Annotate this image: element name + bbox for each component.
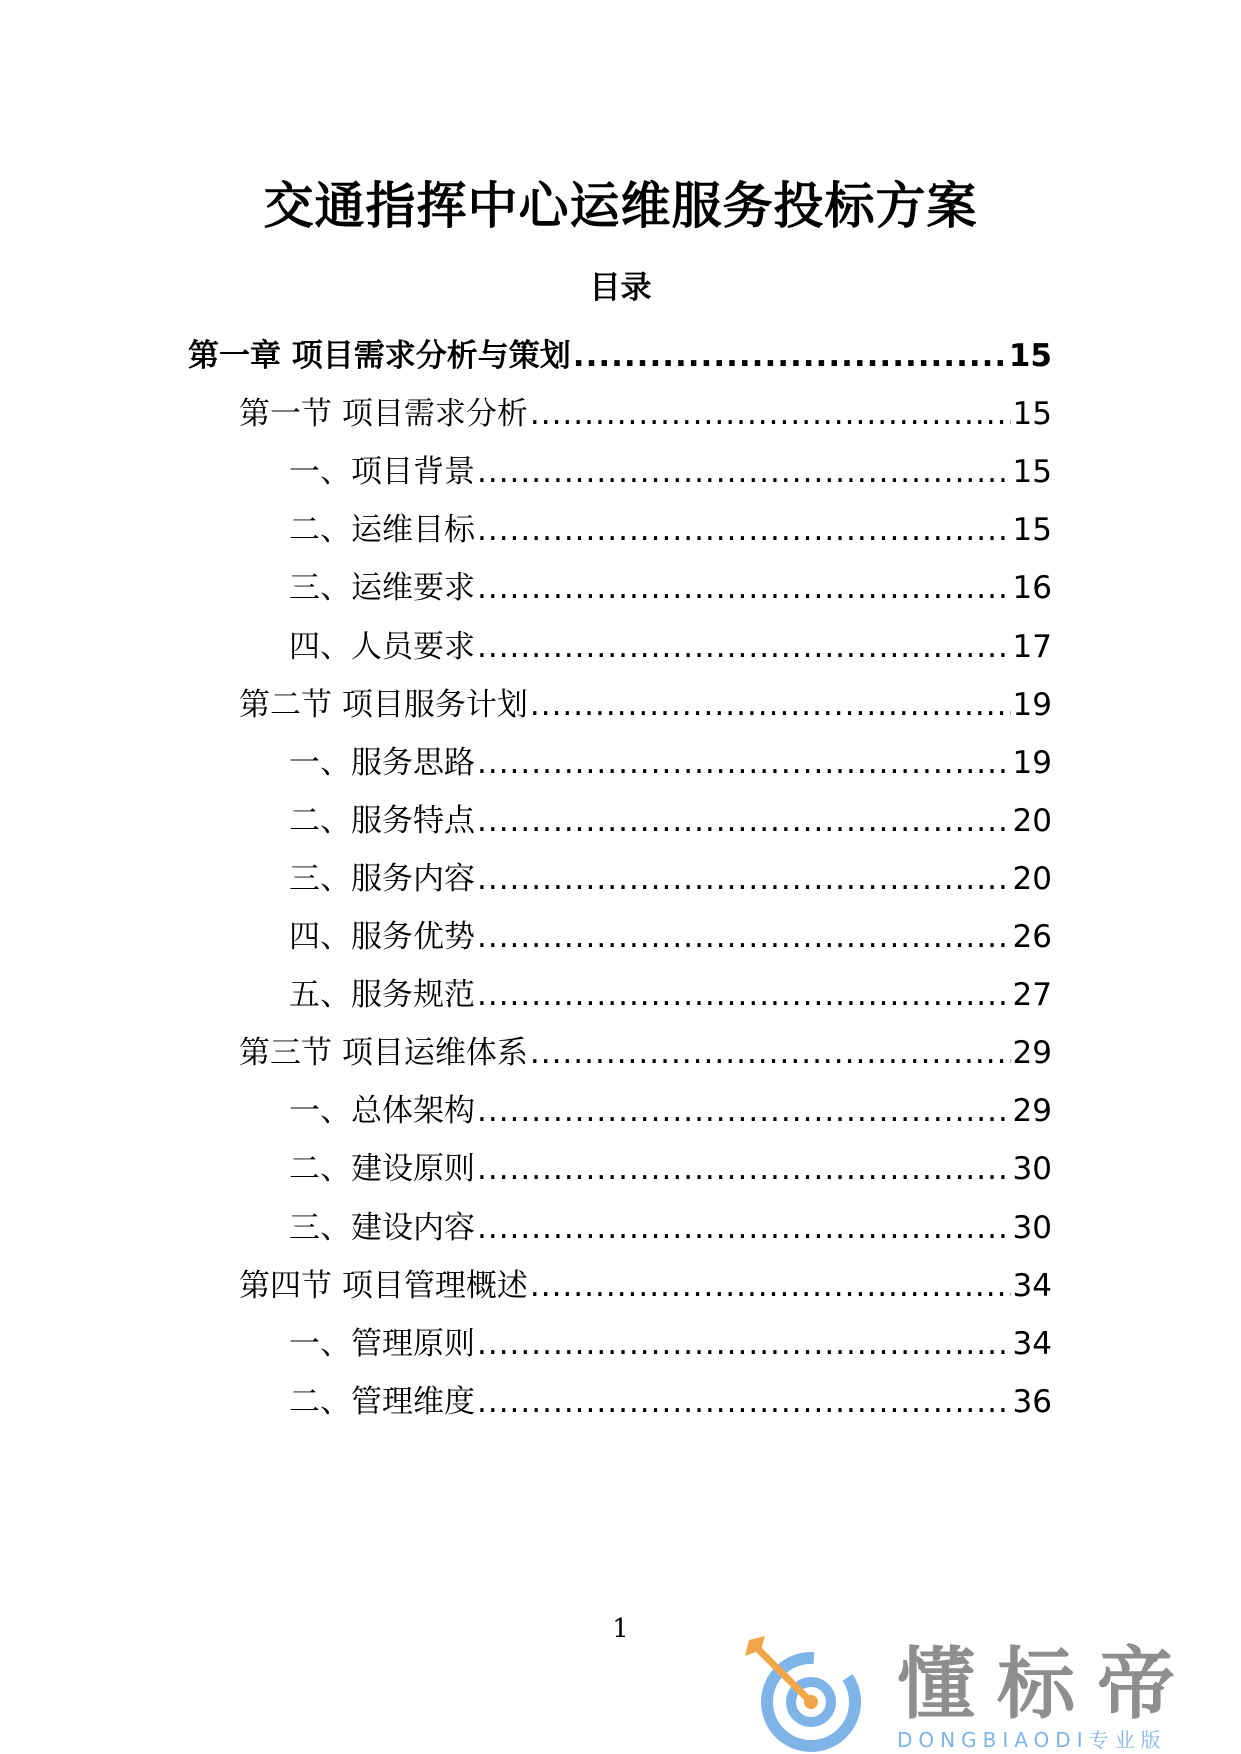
page-number: 1 xyxy=(612,1614,629,1644)
toc-entry-page: 26 xyxy=(1012,919,1052,955)
toc-entry[interactable] xyxy=(289,448,1052,496)
toc-dot-leader xyxy=(477,448,1011,496)
toc-entry-title: 一、总体架构 xyxy=(289,1093,475,1130)
toc-dot-leader xyxy=(477,506,1011,554)
toc-entry-title: 二、运维目标 xyxy=(289,512,475,549)
toc-entry-title: 四、服务优势 xyxy=(289,919,475,955)
target-arrow-icon xyxy=(745,1636,865,1754)
toc-dot-leader xyxy=(477,739,1011,787)
toc-entry-title: 五、服务规范 xyxy=(289,977,475,1014)
toc-entry-title: 第一节 项目需求分析 xyxy=(239,396,528,433)
toc-heading: 目录 xyxy=(589,270,652,306)
toc-entry-title: 二、服务特点 xyxy=(289,802,475,839)
toc-entry[interactable] xyxy=(239,1029,1052,1077)
toc-entry-title: 二、建设原则 xyxy=(289,1151,475,1188)
toc-entry[interactable] xyxy=(239,390,1052,438)
toc-dot-leader xyxy=(530,1262,1011,1310)
toc-entry-page: 15 xyxy=(1012,512,1052,549)
watermark-name: 懂标帝 xyxy=(897,1640,1198,1730)
toc-entry-page: 20 xyxy=(1012,802,1052,839)
toc-entry-page: 30 xyxy=(1012,1151,1052,1188)
toc-entry-title: 三、运维要求 xyxy=(289,570,475,607)
toc-dot-leader xyxy=(477,971,1011,1019)
toc-entry[interactable] xyxy=(289,1378,1052,1426)
toc-entry[interactable] xyxy=(289,1087,1052,1135)
toc-dot-leader xyxy=(477,797,1011,845)
toc-dot-leader xyxy=(573,332,1007,380)
toc-dot-leader xyxy=(477,1087,1011,1135)
toc-entry[interactable] xyxy=(289,913,1052,961)
toc-entry-title: 二、管理维度 xyxy=(289,1383,475,1420)
toc-entry[interactable] xyxy=(239,681,1052,729)
toc-entry-page: 20 xyxy=(1012,860,1052,897)
toc-entry-page: 16 xyxy=(1012,570,1052,607)
toc-dot-leader xyxy=(477,1204,1011,1252)
toc-entry-page: 36 xyxy=(1012,1383,1052,1420)
toc-entry[interactable] xyxy=(188,332,1052,380)
toc-entry[interactable] xyxy=(289,855,1052,903)
toc-entry[interactable] xyxy=(289,1145,1052,1193)
toc-entry-title: 一、服务思路 xyxy=(289,744,475,781)
toc-entry-page: 30 xyxy=(1012,1209,1052,1246)
toc-entry-page: 29 xyxy=(1012,1093,1052,1130)
watermark-subtitle: DONGBIAODI专业版 xyxy=(897,1728,1167,1752)
toc-entry[interactable] xyxy=(289,797,1052,845)
toc-entry-title: 三、服务内容 xyxy=(289,860,475,897)
toc-entry-title: 第三节 项目运维体系 xyxy=(239,1035,528,1072)
document-title: 交通指挥中心运维服务投标方案 xyxy=(263,177,978,235)
toc-entry-title: 第一章 项目需求分析与策划 xyxy=(188,338,571,374)
toc-entry[interactable] xyxy=(239,1262,1052,1310)
toc-entry-title: 第二节 项目服务计划 xyxy=(239,686,528,723)
toc-entry[interactable] xyxy=(289,971,1052,1019)
toc-entry-page: 15 xyxy=(1012,454,1052,491)
toc-entry-page: 29 xyxy=(1012,1035,1052,1072)
toc-entry-page: 15 xyxy=(1008,338,1052,374)
toc-entry-title: 一、管理原则 xyxy=(289,1325,475,1362)
toc-entry-page: 19 xyxy=(1012,686,1052,723)
toc-entry[interactable] xyxy=(289,1204,1052,1252)
watermark xyxy=(745,1636,1215,1754)
toc-entry-page: 27 xyxy=(1012,977,1052,1014)
toc-entry-title: 四、人员要求 xyxy=(289,628,475,665)
toc-dot-leader xyxy=(477,1378,1011,1426)
toc-entry-title: 一、项目背景 xyxy=(289,454,475,491)
toc-dot-leader xyxy=(477,623,1011,671)
toc-entry-page: 34 xyxy=(1012,1325,1052,1362)
toc-dot-leader xyxy=(477,913,1011,961)
toc-dot-leader xyxy=(477,564,1011,612)
toc-dot-leader xyxy=(530,681,1011,729)
toc-entry[interactable] xyxy=(289,506,1052,554)
toc-entry-page: 17 xyxy=(1012,628,1052,665)
toc-entry[interactable] xyxy=(289,739,1052,787)
toc-entry-page: 19 xyxy=(1012,744,1052,781)
toc-dot-leader xyxy=(477,1145,1011,1193)
toc-entry-title: 第四节 项目管理概述 xyxy=(239,1267,528,1304)
toc-entry-title: 三、建设内容 xyxy=(289,1209,475,1246)
toc-dot-leader xyxy=(530,390,1011,438)
toc-entry[interactable] xyxy=(289,1320,1052,1368)
toc-entry-page: 34 xyxy=(1012,1267,1052,1304)
toc-entry[interactable] xyxy=(289,564,1052,612)
toc-entry[interactable] xyxy=(289,623,1052,671)
toc-entry-page: 15 xyxy=(1012,396,1052,433)
toc-dot-leader xyxy=(477,855,1011,903)
toc-dot-leader xyxy=(477,1320,1011,1368)
toc-dot-leader xyxy=(530,1029,1011,1077)
